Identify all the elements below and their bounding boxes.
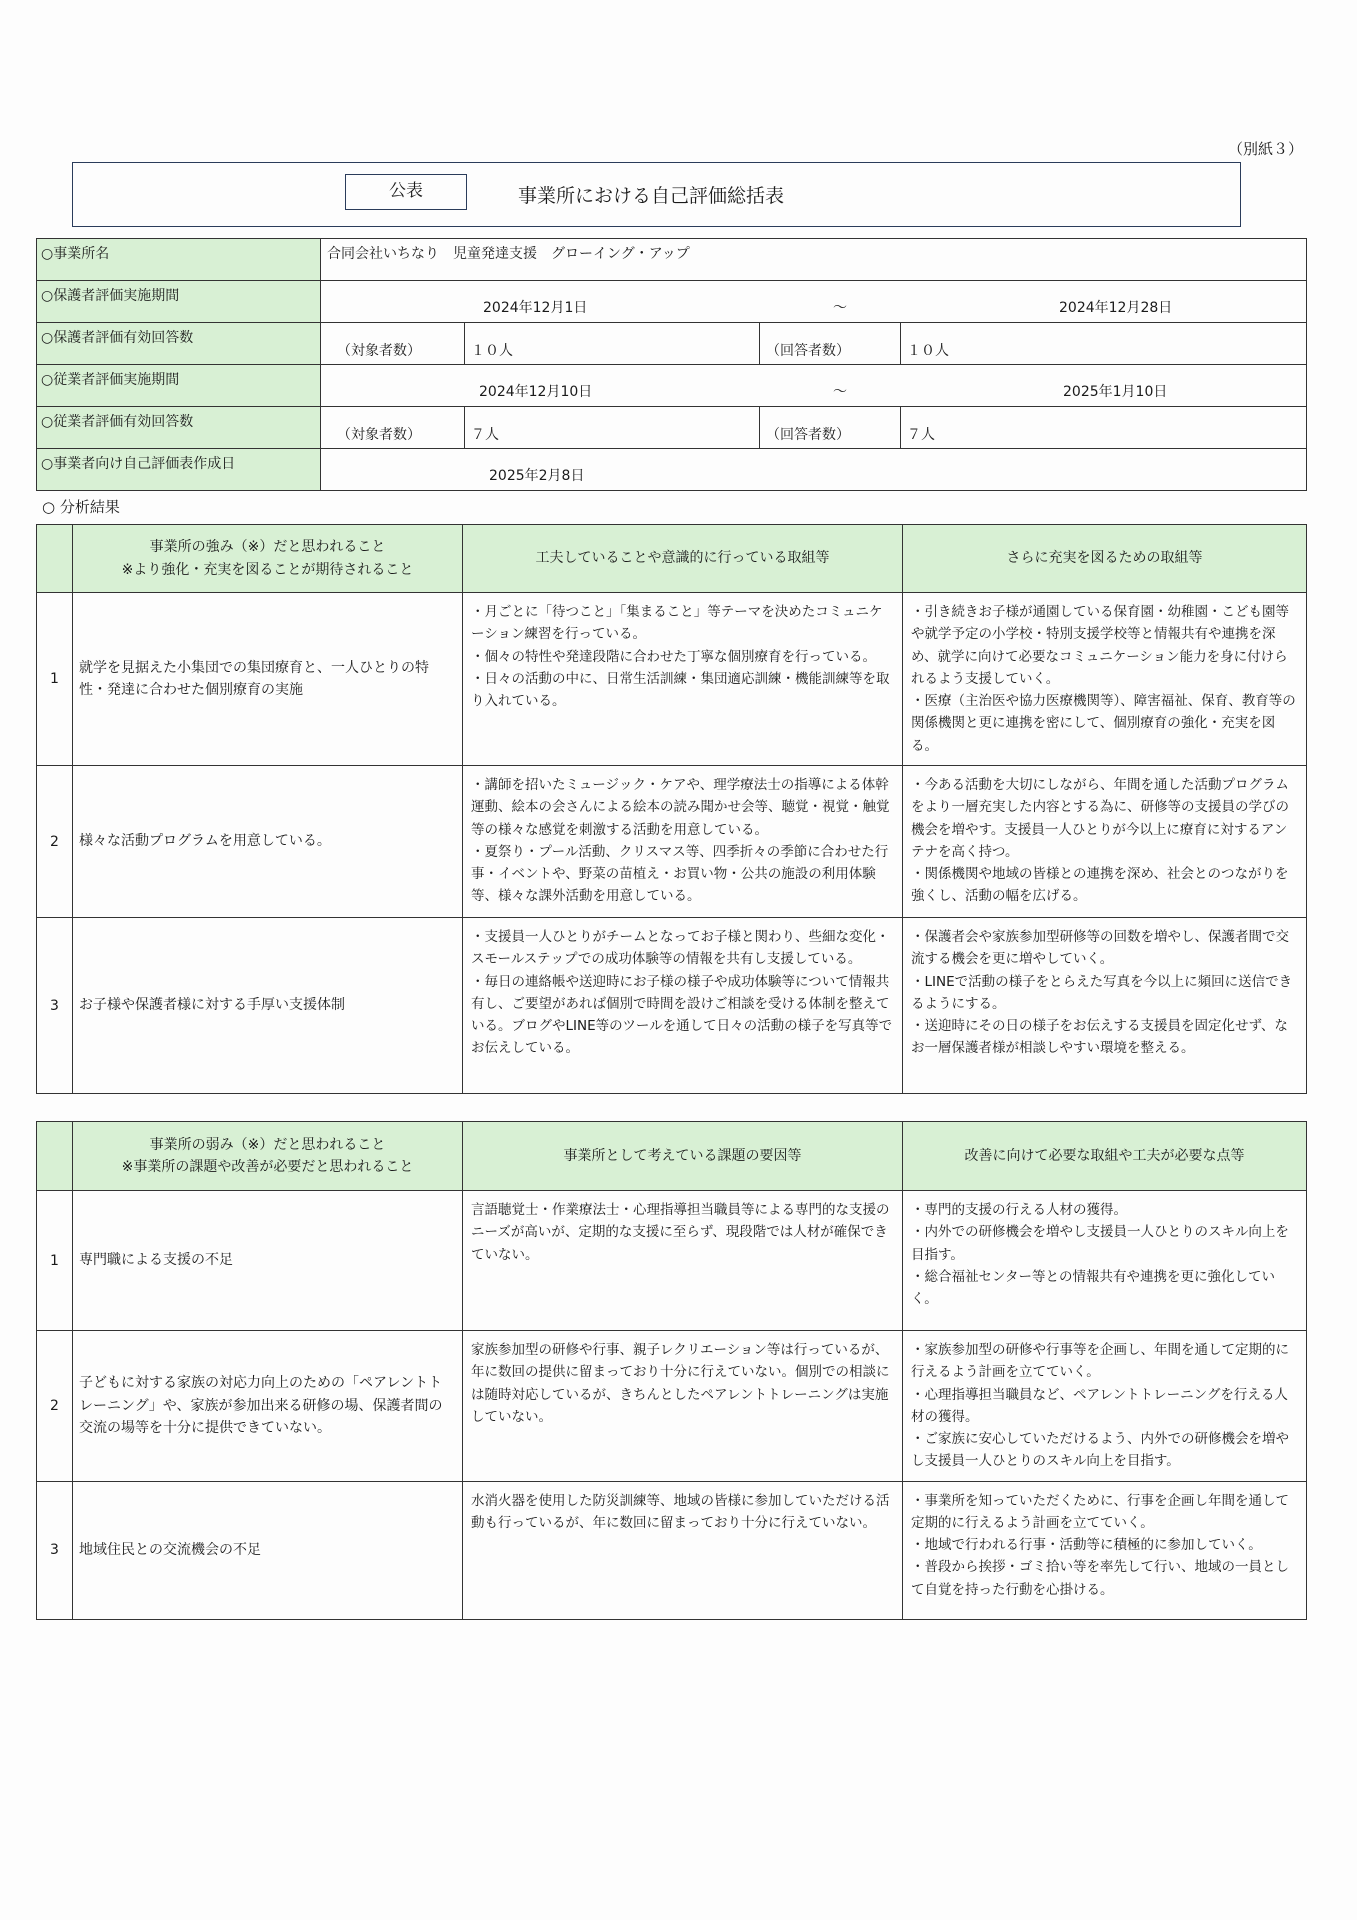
row-efforts (463, 593, 903, 766)
guardian-period-end: 2024年12月28日 (1059, 300, 1173, 316)
guardian-period (321, 281, 1307, 323)
created-label: ○事業者向け自己評価表作成日 (37, 449, 321, 491)
text-line: 家族参加型の研修や行事、親子レクリエーション等は行っているが、年に数回の提供に留まっており十分に行えていない。個別での相談には随時対応しているが、きちんとしたペアレントトレーニングは実施していない。 (471, 1342, 890, 1425)
row-improve (903, 918, 1307, 1094)
table-row (37, 1481, 1307, 1619)
staff-period-label: ○従業者評価実施期間 (37, 365, 321, 407)
strengths-header-num (37, 525, 73, 593)
weaknesses-header-item (73, 1122, 463, 1191)
text-line: ・月ごとに「待つこと」「集まること」等テーマを決めたコミュニケーション練習を行っている。 (471, 604, 883, 643)
strengths-table (36, 524, 1307, 1094)
strengths-header-efforts: 工夫していることや意識的に行っている取組等 (463, 525, 903, 593)
strengths-header-improve: さらに充実を図るための取組等 (903, 525, 1307, 593)
guardian-period-sep: ～ (833, 300, 847, 316)
text-line: ・普段から挨拶・ゴミ拾い等を率先して行い、地域の一員として自覚を持った行動を心掛ける。 (911, 1559, 1289, 1598)
table-row (37, 918, 1307, 1094)
weaknesses-header-item-line1: 事業所の弱み（※）だと思われること (149, 1136, 386, 1153)
table-row (37, 1331, 1307, 1482)
staff-period (321, 365, 1307, 407)
row-efforts (463, 1481, 903, 1619)
guardian-period-start: 2024年12月1日 (483, 300, 588, 316)
row-number: 2 (37, 766, 73, 918)
guardian-count-label: ○保護者評価有効回答数 (37, 323, 321, 365)
weaknesses-header-improve: 改善に向けて必要な取組や工夫が必要な点等 (903, 1122, 1307, 1191)
facility-label: ○事業所名 (37, 239, 321, 281)
row-number: 3 (37, 1481, 73, 1619)
text-line: ・講師を招いたミュージック・ケアや、理学療法士の指導による体幹運動、絵本の会さんによる絵本の読み聞かせ会等、聴覚・視覚・触覚等の様々な感覚を刺激する活動を用意している。 (471, 777, 890, 838)
table-row (37, 593, 1307, 766)
text-line: ・LINEで活動の様子をとらえた写真を今以上に頻回に送信できるようにする。 (911, 973, 1293, 1012)
row-item: お子様や保護者様に対する手厚い支援体制 (73, 918, 463, 1094)
text-line: ・支援員一人ひとりがチームとなってお子様と関わり、些細な変化・スモールステップでの成功体験等の情報を共有し支援している。 (471, 929, 890, 968)
table-row (37, 1191, 1307, 1331)
staff-period-end: 2025年1月10日 (1063, 384, 1168, 400)
text-line: ・家族参加型の研修や行事等を企画し、年間を通して定期的に行えるよう計画を立てていく。 (911, 1342, 1289, 1381)
row-item: 就学を見据えた小集団での集団療育と、一人ひとりの特性・発達に合わせた個別療育の実施 (73, 593, 463, 766)
title-box (72, 162, 1241, 227)
text-line: ・ご家族に安心していただけるよう、内外での研修機会を増やし支援員一人ひとりのスキル向上を目指す。 (911, 1431, 1289, 1470)
weaknesses-table (36, 1121, 1307, 1620)
staff-target-value: ７人 (465, 407, 760, 449)
staff-period-sep: ～ (833, 384, 847, 400)
guardian-answer-value: １０人 (901, 323, 1307, 365)
text-line: ・個々の特性や発達段階に合わせた丁寧な個別療育を行っている。 (471, 648, 876, 665)
text-line: 水消火器を使用した防災訓練等、地域の皆様に参加していただける活動も行っているが、年に数回に留まっており十分に行えていない。 (471, 1492, 890, 1531)
row-number: 1 (37, 1191, 73, 1331)
row-number: 1 (37, 593, 73, 766)
text-line: ・毎日の連絡帳や送迎時にお子様の様子や成功体験等について情報共有し、ご要望があれば個別で時間を設けご相談を受ける体制を整えている。ブログやLINE等のツールを通して日々の活動の様子を写真等でお伝えしている。 (471, 973, 893, 1057)
row-number: 3 (37, 918, 73, 1094)
created-date: 2025年2月8日 (489, 468, 585, 484)
row-number: 2 (37, 1331, 73, 1482)
text-line: ・内外での研修機会を増やし支援員一人ひとりのスキル向上を目指す。 (911, 1224, 1289, 1263)
text-line: ・夏祭り・プール活動、クリスマス等、四季折々の季節に合わせた行事・イベントや、野菜の苗植え・お買い物・公共の施設の利用体験等、様々な課外活動を用意している。 (471, 843, 889, 905)
guardian-period-label: ○保護者評価実施期間 (37, 281, 321, 323)
guardian-answer-label: （回答者数） (760, 323, 901, 365)
row-improve (903, 766, 1307, 918)
publication-badge: 公表 (345, 174, 467, 210)
row-improve (903, 1191, 1307, 1331)
guardian-target-label: （対象者数） (321, 323, 465, 365)
page-title: 事業所における自己評価総括表 (518, 185, 785, 207)
facility-name: 合同会社いちなり 児童発達支援 グローイング・アップ (321, 239, 1307, 281)
row-efforts (463, 766, 903, 918)
row-improve (903, 1331, 1307, 1482)
row-improve (903, 1481, 1307, 1619)
weaknesses-header-item-line2: ※事業所の課題や改善が必要だと思われること (121, 1159, 414, 1175)
text-line: ・総合福祉センター等との情報共有や連携を更に強化していく。 (911, 1268, 1275, 1308)
text-line: ・日々の活動の中に、日常生活訓練・集団適応訓練・機能訓練等を取り入れている。 (471, 670, 890, 710)
staff-count-label: ○従業者評価有効回答数 (37, 407, 321, 449)
text-line: ・今ある活動を大切にしながら、年間を通した活動プログラムをより一層充実した内容とする為に、研修等の支援員の学びの機会を増やす。支援員一人ひとりが今以上に療育に対するアンテナを高く持つ。 (911, 777, 1289, 860)
row-improve (903, 593, 1307, 766)
row-efforts (463, 918, 903, 1094)
strengths-header-item-line1: 事業所の強み（※）だと思われること (149, 539, 386, 556)
text-line: ・関係機関や地域の皆様との連携を深め、社会とのつながりを強くし、活動の幅を広げる。 (911, 866, 1289, 905)
facility-info-table (36, 238, 1307, 491)
text-line: 言語聴覚士・作業療法士・心理指導担当職員等による専門的な支援のニーズが高いが、定期的な支援に至らず、現段階では人材が確保できていない。 (471, 1202, 890, 1263)
text-line: ・地域で行われる行事・活動等に積極的に参加していく。 (911, 1537, 1262, 1554)
row-efforts (463, 1331, 903, 1482)
text-line: ・心理指導担当職員など、ペアレントトレーニングを行える人材の獲得。 (911, 1386, 1288, 1425)
text-line: ・保護者会や家族参加型研修等の回数を増やし、保護者間で交流する機会を更に増やしていく。 (911, 929, 1289, 968)
text-line: ・医療（主治医や協力医療機関等）、障害福祉、保育、教育等の関係機関と更に連携を密にして、個別療育の強化・充実を図る。 (911, 693, 1296, 754)
strengths-header-item-line2: ※より強化・充実を図ることが期待されること (121, 561, 414, 578)
staff-answer-label: （回答者数） (760, 407, 901, 449)
staff-target-label: （対象者数） (321, 407, 465, 449)
strengths-header-item (73, 525, 463, 593)
staff-period-start: 2024年12月10日 (479, 384, 593, 400)
text-line: ・引き続きお子様が通園している保育園・幼稚園・こども園等や就学予定の小学校・特別支援学校等と情報共有や連携を深め、就学に向けて必要なコミュニケーション能力を身に付けられるよう支援していく。 (911, 604, 1289, 687)
created (321, 449, 1307, 491)
row-efforts (463, 1191, 903, 1331)
annex-label: （別紙３） (1228, 140, 1304, 158)
table-row (37, 766, 1307, 918)
analysis-label: ○ 分析結果 (42, 498, 120, 516)
row-item: 地域住民との交流機会の不足 (73, 1481, 463, 1619)
text-line: ・専門的支援の行える人材の獲得。 (911, 1202, 1127, 1218)
row-item: 専門職による支援の不足 (73, 1191, 463, 1331)
staff-answer-value: ７人 (901, 407, 1307, 449)
row-item: 子どもに対する家族の対応力向上のための「ペアレントトレーニング」や、家族が参加出来る研修の場、保護者間の交流の場等を十分に提供できていない。 (73, 1331, 463, 1482)
text-line: ・事業所を知っていただくために、行事を企画し年間を通して定期的に行えるよう計画を立てていく。 (911, 1492, 1289, 1531)
row-item: 様々な活動プログラムを用意している。 (73, 766, 463, 918)
weaknesses-header-efforts: 事業所として考えている課題の要因等 (463, 1122, 903, 1191)
weaknesses-header-num (37, 1122, 73, 1191)
text-line: ・送迎時にその日の様子をお伝えする支援員を固定化せず、なお一層保護者様が相談しやすい環境を整える。 (911, 1018, 1288, 1057)
guardian-target-value: １０人 (465, 323, 760, 365)
